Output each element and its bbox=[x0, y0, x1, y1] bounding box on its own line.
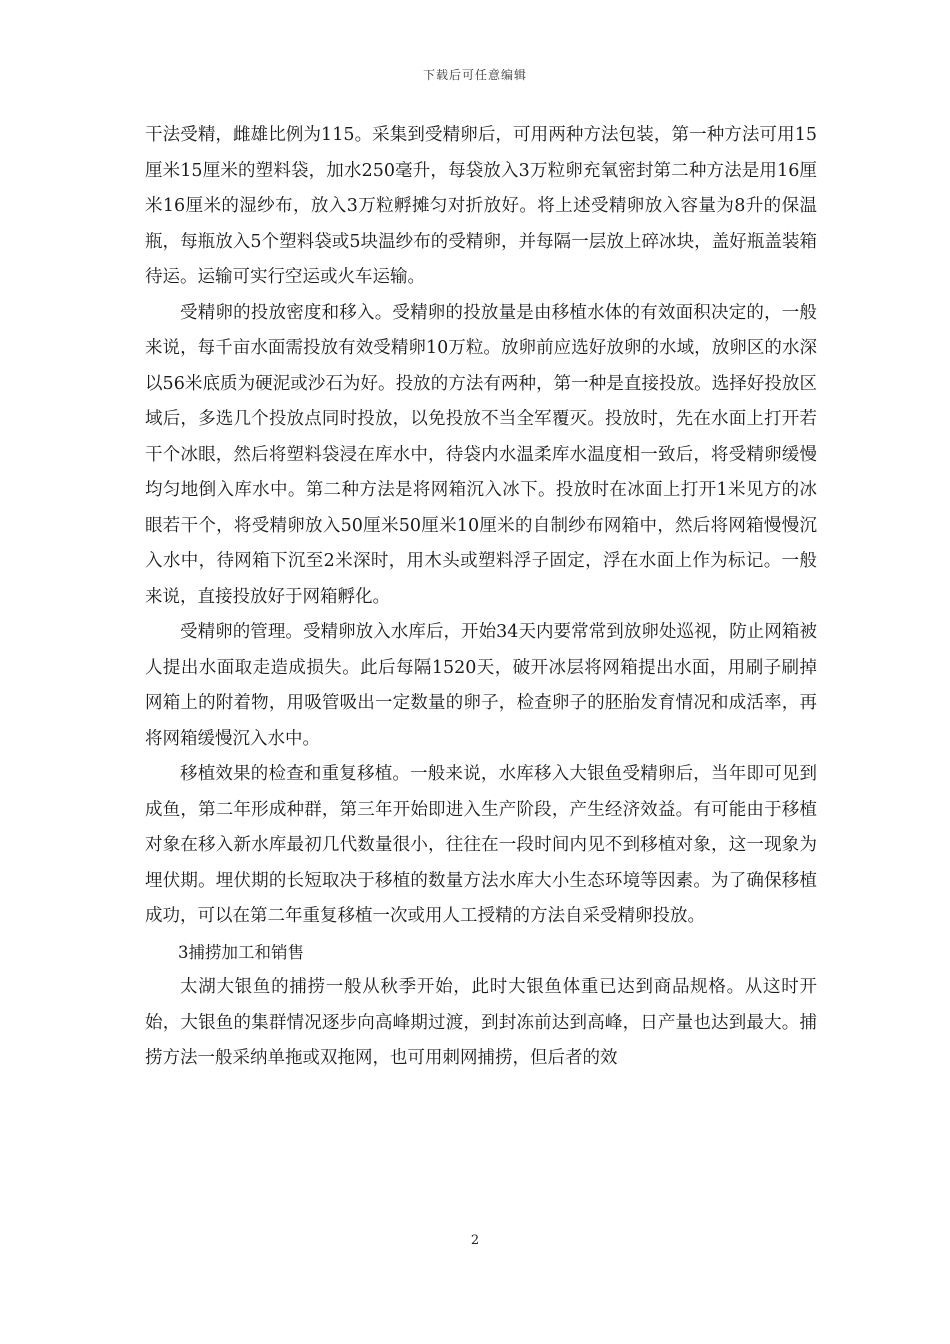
page-number: 2 bbox=[470, 1233, 480, 1248]
paragraph-continuation: 干法受精，雌雄比例为115。采集到受精卵后，可用两种方法包装，第一种方法可用15厘米15厘米的塑料袋，加水250毫升，每袋放入3万粒卵充氧密封第二种方法是用16厘米16厘米的湿纱布，放入3万粒孵摊匀对折放好。将上述受精卵放入容量为8升的保温瓶，每瓶放入5个塑料袋或5块温纱布的受精卵，并每隔一层放上碎冰块，盖好瓶盖装箱待运。运输可实行空运或火车运输。 bbox=[145, 125, 817, 287]
paragraph-egg-stocking: 受精卵的投放密度和移入。受精卵的投放量是由移植水体的有效面积决定的，一般来说，每千亩水面需投放有效受精卵10万粒。放卵前应选好放卵的水域，放卵区的水深以56米底质为硬泥或沙石为好。投放的方法有两种，第一种是直接投放。选择好投放区域后，多选几个投放点同时投放，以免投放不当全军覆灭。投放时，先在水面上打开若干个冰眼，然后将塑料袋浸在库水中，待袋内水温柔库水温度相一致后，将受精卵缓慢均匀地倒入库水中。第二种方法是将网箱沉入冰下。投放时在冰面上打开1米见方的冰眼若干个，将受精卵放入50厘米50厘米10厘米的自制纱布网箱中，然后将网箱慢慢沉入水中，待网箱下沉至2米深时，用木头或塑料浮子固定，浮在水面上作为标记。一般来说，直接投放好于网箱孵化。 bbox=[145, 302, 817, 607]
page-header-note: 下载后可任意编辑 bbox=[422, 68, 527, 82]
document-body bbox=[145, 118, 817, 1077]
paragraph-egg-management: 受精卵的管理。受精卵放入水库后，开始34天内要常常到放卵处巡视，防止网箱被人提出水面取走造成损失。此后每隔1520天，破开冰层将网箱提出水面，用刷子刷掉网箱上的附着物，用吸管吸出一定数量的卵子，检查卵子的胚胎发育情况和成活率，再将网箱缓慢沉入水中。 bbox=[145, 622, 817, 749]
paragraph-transplant-check: 移植效果的检查和重复移植。一般来说，水库移入大银鱼受精卵后，当年即可见到成鱼，第二年形成种群，第三年开始即进入生产阶段，产生经济效益。有可能由于移植对象在移入新水库最初几代数量很小，往往在一段时间内见不到移植对象，这一现象为埋伏期。埋伏期的长短取决于移植的数量方法水库大小生态环境等因素。为了确保移植成功，可以在第二年重复移植一次或用人工授精的方法自采受精卵投放。 bbox=[145, 764, 817, 926]
section-heading: 3捕捞加工和销售 bbox=[178, 942, 304, 962]
paragraph-harvest: 太湖大银鱼的捕捞一般从秋季开始，此时大银鱼体重已达到商品规格。从这时开始，大银鱼的集群情况逐步向高峰期过渡，到封冻前达到高峰，日产量也达到最大。捕捞方法一般采纳单拖或双拖网，也可用刺网捕捞，但后者的效 bbox=[145, 977, 817, 1068]
